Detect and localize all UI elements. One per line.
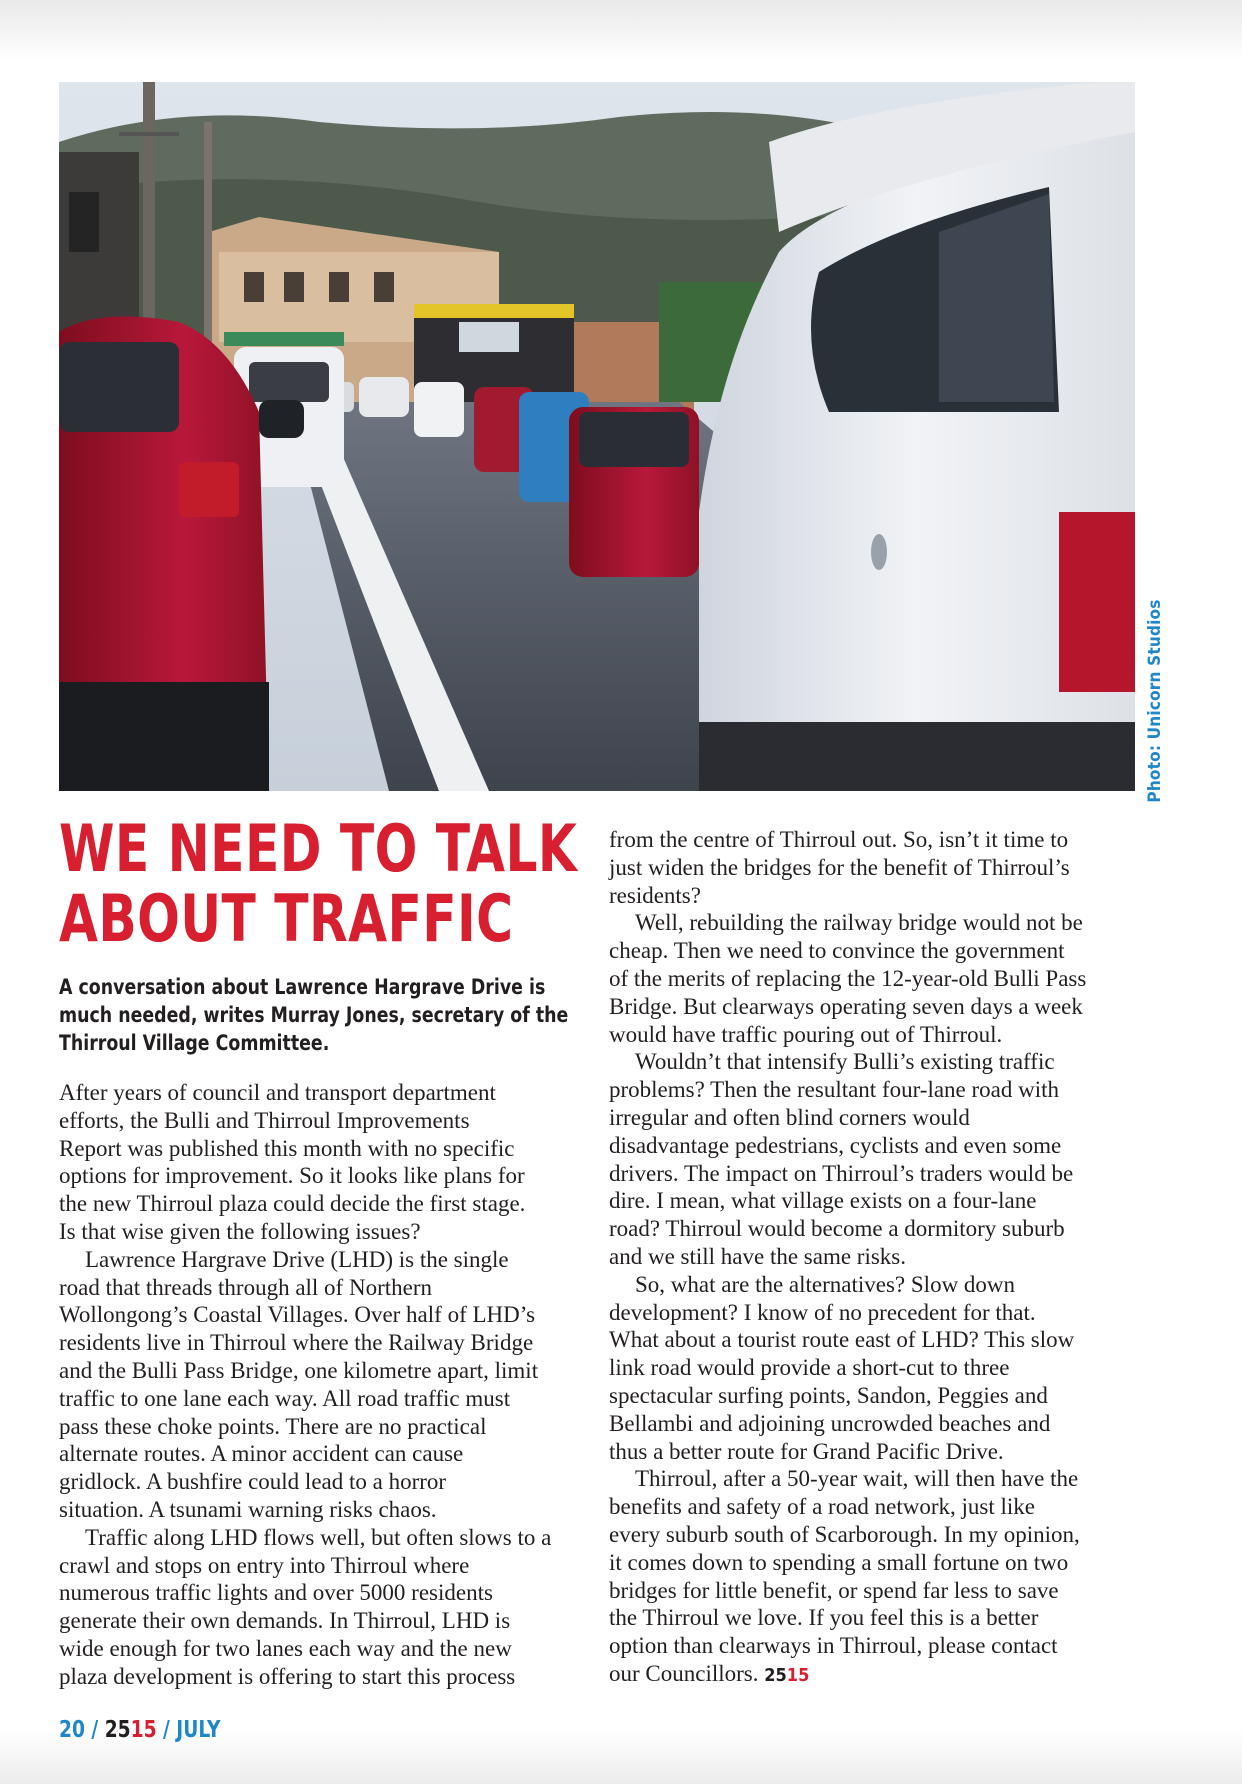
brand-25: 25 — [104, 1717, 131, 1743]
text-line: it comes down to spending a small fortune on two — [609, 1549, 1069, 1575]
text-line: dire. I mean, what village exists on a four-lane — [609, 1188, 1037, 1214]
headline-line-1: WE NEED TO TALK — [59, 812, 578, 887]
end-mark-15: 15 — [786, 1664, 810, 1686]
paragraph — [609, 826, 1137, 909]
text-line: link road would provide a short-cut to three — [609, 1355, 1010, 1381]
text-line: bridges for little benefit, or spend far less to save — [609, 1577, 1059, 1603]
issue-month: JULY — [176, 1717, 221, 1743]
text-line: road? Thirroul would become a dormitory suburb — [609, 1216, 1065, 1242]
text-line: the new Thirroul plaza could decide the first stage. — [59, 1191, 526, 1217]
paragraph — [59, 1079, 587, 1246]
text-line: road that threads through all of Northern — [59, 1274, 432, 1300]
text-line: spectacular surfing points, Sandon, Peggies and — [609, 1382, 1048, 1408]
text-line: Traffic along LHD flows well, but often slows to a — [85, 1524, 552, 1550]
text-line: every suburb south of Scarborough. In my opinion, — [609, 1521, 1080, 1547]
standfirst-line: Thirroul Village Committee. — [59, 1031, 330, 1055]
text-line: So, what are the alternatives? Slow down — [635, 1271, 1016, 1297]
traffic-street-photo — [59, 82, 1135, 791]
paragraph — [59, 1524, 587, 1691]
text-line: disadvantage pedestrians, cyclists and even some — [609, 1132, 1062, 1158]
paragraph — [609, 1048, 1137, 1270]
text-line: option than clearways in Thirroul, please contact — [609, 1633, 1058, 1659]
page-footer — [59, 1717, 220, 1743]
text-line: situation. A tsunami warning risks chaos. — [59, 1496, 437, 1522]
text-line: numerous traffic lights and over 5000 residents — [59, 1580, 493, 1606]
text-line: wide enough for two lanes each way and the new — [59, 1635, 512, 1661]
text-line: traffic to one lane each way. All road traffic must — [59, 1385, 511, 1411]
last-line-text: our Councillors. — [609, 1660, 759, 1686]
text-line: and we still have the same risks. — [609, 1243, 907, 1269]
text-line: Bridge. But clearways operating seven days a week — [609, 993, 1083, 1019]
end-mark-logo — [764, 1665, 809, 1686]
headline-line-2: ABOUT TRAFFIC — [59, 882, 514, 957]
text-line: irregular and often blind corners would — [609, 1104, 970, 1130]
text-line: of the merits of replacing the 12-year-old Bulli Pass — [609, 965, 1087, 991]
text-line: generate their own demands. In Thirroul, LHD is — [59, 1608, 511, 1634]
text-line: would have traffic pouring out of Thirroul. — [609, 1021, 1003, 1047]
photo-credit-text: Photo: Unicorn Studios — [1145, 599, 1165, 803]
standfirst-line: A conversation about Lawrence Hargrave Drive is — [59, 975, 546, 999]
text-line: After years of council and transport department — [59, 1080, 496, 1105]
text-line: pass these choke points. There are no practical — [59, 1413, 487, 1439]
article-photo — [59, 82, 1135, 791]
brand-15: 15 — [130, 1717, 157, 1743]
page-number: 20 — [59, 1717, 85, 1743]
text-line: Wollongong’s Coastal Villages. Over half of LHD’s — [59, 1302, 536, 1328]
article-column-1 — [59, 1079, 587, 1691]
text-line: from the centre of Thirroul out. So, isn’t it time to — [609, 827, 1069, 852]
standfirst-line: much needed, writes Murray Jones, secretary of the — [59, 1003, 569, 1027]
text-line: Well, rebuilding the railway bridge would not be — [635, 910, 1083, 936]
text-line: and the Bulli Pass Bridge, one kilometre apart, limit — [59, 1357, 539, 1383]
text-line: cheap. Then we need to convince the government — [609, 938, 1065, 964]
end-mark-25: 25 — [764, 1664, 787, 1686]
footer-separator: / — [156, 1717, 177, 1743]
text-line: drivers. The impact on Thirroul’s traders would be — [609, 1160, 1074, 1186]
text-line: efforts, the Bulli and Thirroul Improvements — [59, 1107, 470, 1133]
photo-credit — [1135, 599, 1175, 803]
text-line: What about a tourist route east of LHD? This slow — [609, 1327, 1075, 1353]
paragraph — [59, 1246, 587, 1524]
text-line: residents live in Thirroul where the Railway Bridge — [59, 1330, 534, 1356]
paragraph — [609, 909, 1137, 1048]
text-line: gridlock. A bushfire could lead to a horror — [59, 1469, 447, 1495]
text-line: problems? Then the resultant four-lane road with — [609, 1077, 1060, 1103]
paragraph — [609, 1271, 1137, 1466]
text-line: plaza development is offering to start this process — [59, 1663, 516, 1689]
text-line: Is that wise given the following issues? — [59, 1218, 421, 1244]
text-line: Report was published this month with no specific — [59, 1135, 515, 1161]
article-headline — [59, 812, 578, 957]
text-line: the Thirroul we love. If you feel this is a better — [609, 1605, 1039, 1631]
text-line: thus a better route for Grand Pacific Drive. — [609, 1438, 1004, 1464]
text-line: Thirroul, after a 50-year wait, will then have the — [635, 1466, 1079, 1492]
article-standfirst — [59, 973, 574, 1057]
text-line: options for improvement. So it looks like plans for — [59, 1163, 525, 1189]
text-line: Bellambi and adjoining uncrowded beaches and — [609, 1410, 1051, 1436]
text-line: just widen the bridges for the benefit of Thirroul’s — [609, 854, 1070, 880]
text-line: Lawrence Hargrave Drive (LHD) is the single — [85, 1246, 509, 1272]
footer-separator: / — [84, 1717, 105, 1743]
text-line: alternate routes. A minor accident can cause — [59, 1441, 464, 1467]
text-line-last — [609, 1660, 1137, 1690]
text-line: Wouldn’t that intensify Bulli’s existing traffic — [635, 1049, 1055, 1075]
text-line: crawl and stops on entry into Thirroul where — [59, 1552, 470, 1578]
text-line: development? I know of no precedent for that. — [609, 1299, 1036, 1325]
text-line: residents? — [609, 882, 701, 908]
text-line: benefits and safety of a road network, just like — [609, 1494, 1036, 1520]
paragraph — [609, 1465, 1137, 1689]
article-column-2 — [609, 826, 1137, 1690]
